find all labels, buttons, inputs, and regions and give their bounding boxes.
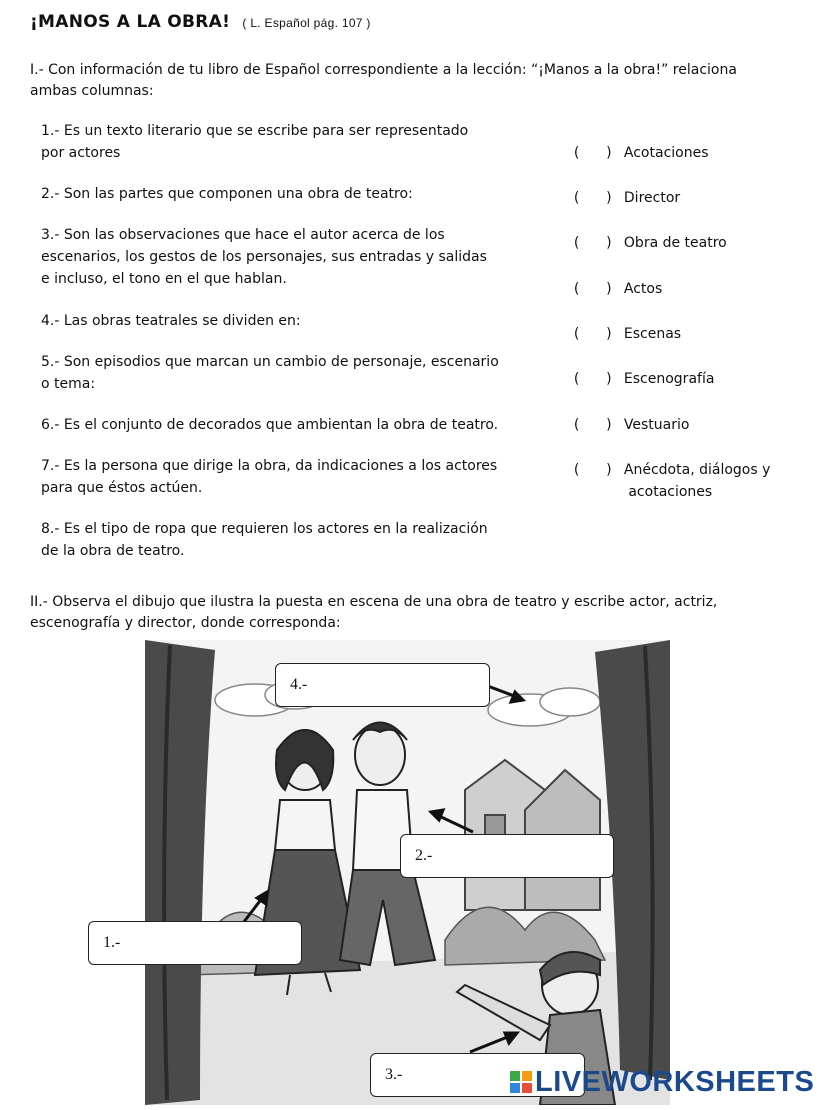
option-label: Escenografía — [623, 371, 715, 387]
question-2 — [41, 183, 541, 205]
question-3-line2: escenarios, los gestos de los personajes, sus entradas y salidas — [41, 249, 487, 265]
answer-blank[interactable]: ( ) — [573, 371, 612, 387]
option-anecdota[interactable] — [565, 437, 770, 503]
question-7 — [41, 455, 541, 499]
answer-blank[interactable]: ( ) — [573, 326, 612, 342]
option-obra-de-teatro[interactable] — [565, 210, 727, 254]
liveworksheets-logo — [510, 1066, 814, 1099]
option-label-line2: acotaciones — [623, 484, 713, 500]
question-5 — [41, 351, 541, 395]
question-3 — [41, 224, 561, 290]
option-label: Actos — [623, 281, 663, 297]
page-title — [30, 12, 371, 32]
option-label: Escenas — [623, 326, 682, 342]
liveworksheets-logo-icon — [510, 1071, 532, 1093]
option-acotaciones[interactable] — [565, 120, 709, 164]
answer-blank[interactable]: ( ) — [573, 235, 612, 251]
option-vestuario[interactable] — [565, 392, 689, 436]
answer-box-1-label: 1.- — [103, 934, 121, 951]
section2-instruction-line1: II.- Observa el dibujo que ilustra la puesta en escena de una obra de teatro y escribe actor, actriz, — [30, 594, 718, 610]
question-1-line1: 1.- Es un texto literario que se escribe para ser representado — [41, 123, 469, 139]
answer-box-4[interactable] — [275, 663, 490, 707]
question-6 — [41, 414, 541, 436]
answer-blank[interactable]: ( ) — [573, 145, 612, 161]
answer-box-2-label: 2.- — [415, 847, 433, 864]
question-4 — [41, 310, 541, 332]
option-label: Acotaciones — [623, 145, 709, 161]
answer-blank[interactable]: ( ) — [573, 190, 612, 206]
answer-blank[interactable]: ( ) — [573, 462, 612, 478]
option-director[interactable] — [565, 165, 680, 209]
section1-instruction — [30, 60, 737, 102]
title-text: ¡MANOS A LA OBRA! — [30, 12, 231, 32]
answer-blank[interactable]: ( ) — [573, 281, 612, 297]
option-escenas[interactable] — [565, 301, 681, 345]
question-8 — [41, 518, 541, 562]
option-label: Obra de teatro — [623, 235, 727, 251]
answer-box-3-label: 3.- — [385, 1066, 403, 1083]
question-6-line1: 6.- Es el conjunto de decorados que ambientan la obra de teatro. — [41, 417, 499, 433]
liveworksheets-brand: LIVEWORKSHEETS — [535, 1066, 815, 1098]
option-label: Director — [623, 190, 681, 206]
section1-instruction-line2: ambas columnas: — [30, 83, 154, 99]
question-2-line1: 2.- Son las partes que componen una obra de teatro: — [41, 186, 413, 202]
question-5-line2: o tema: — [41, 376, 96, 392]
book-reference: ( L. Español pág. 107 ) — [242, 16, 371, 30]
question-5-line1: 5.- Son episodios que marcan un cambio de personaje, escenario — [41, 354, 499, 370]
question-4-line1: 4.- Las obras teatrales se dividen en: — [41, 313, 301, 329]
answer-box-4-label: 4.- — [290, 676, 308, 693]
option-label: Vestuario — [623, 417, 690, 433]
question-8-line1: 8.- Es el tipo de ropa que requieren los actores en la realización — [41, 521, 488, 537]
option-label — [624, 459, 770, 503]
question-8-line2: de la obra de teatro. — [41, 543, 185, 559]
section1-instruction-line1: I.- Con información de tu libro de Español correspondiente a la lección: “¡Manos a la obra!” relaciona — [30, 62, 737, 78]
option-actos[interactable] — [565, 256, 662, 300]
answer-box-2[interactable] — [400, 834, 614, 878]
option-escenografia[interactable] — [565, 346, 714, 390]
section2-instruction — [30, 592, 717, 634]
section2-instruction-line2: escenografía y director, donde corresponda: — [30, 615, 341, 631]
question-3-line1: 3.- Son las observaciones que hace el autor acerca de los — [41, 227, 445, 243]
question-1 — [41, 120, 541, 164]
question-3-line3: e incluso, el tono en el que hablan. — [41, 271, 287, 287]
answer-box-1[interactable] — [88, 921, 302, 965]
question-7-line1: 7.- Es la persona que dirige la obra, da indicaciones a los actores — [41, 458, 498, 474]
answer-blank[interactable]: ( ) — [573, 417, 612, 433]
question-1-line2: por actores — [41, 145, 121, 161]
option-label-line1: Anécdota, diálogos y — [623, 462, 771, 478]
question-7-line2: para que éstos actúen. — [41, 480, 203, 496]
